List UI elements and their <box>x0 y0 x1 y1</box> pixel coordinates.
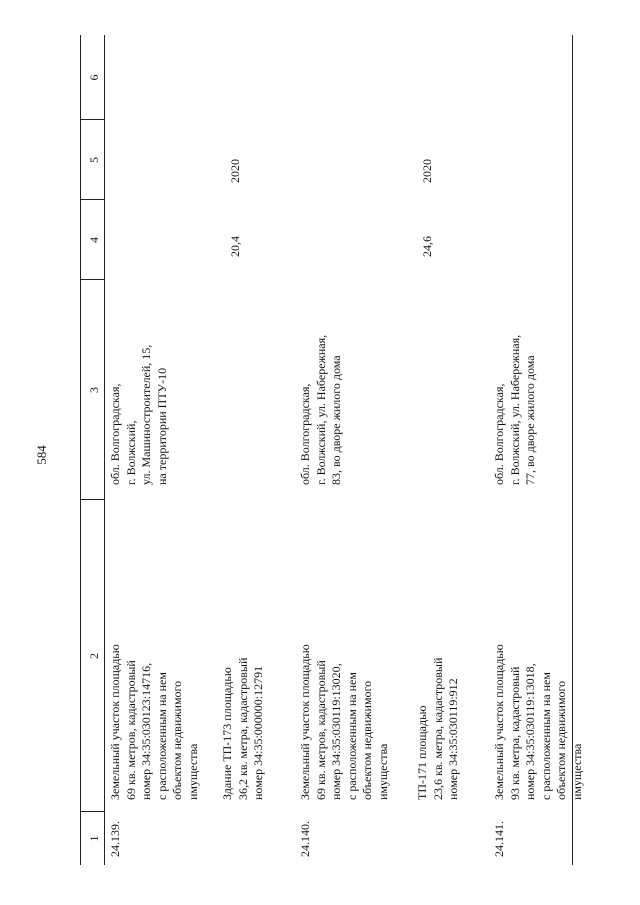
row-number: 24.141. <box>492 821 506 857</box>
object-description: Земельный участок площадью 69 кв. метров, кадастровый номер 34:35:030119:13020, с расположенным на нем объектом недвижимого имущества <box>298 644 390 800</box>
header-col-6: 6 <box>87 74 101 81</box>
object-description: Земельный участок площадью 93 кв. метра, кадастровый номер 34:35:030119:13018, с расположенным на нем объектом недвижимого имущества <box>492 644 584 800</box>
table-top-border <box>80 35 81 865</box>
header-col-2: 2 <box>87 653 101 659</box>
header-col-1: 1 <box>87 835 101 842</box>
object-description-secondary: ТП-171 площадью 23,6 кв. метра, кадастровый номер 34:35:030119:912 <box>415 657 460 800</box>
header-bottom-border <box>104 35 105 865</box>
header-col-4: 4 <box>87 237 101 243</box>
object-address: обл. Волгоградская, г. Волжский, ул. Машиностроителей, 15, на территории ПТУ-10 <box>108 344 169 485</box>
page-number: 584 <box>34 445 49 465</box>
object-description-secondary: Здание ТП-173 площадью 36,2 кв. метра, кадастровый номер 34:35:000000:12791 <box>220 657 265 800</box>
row-number: 24.139. <box>108 821 122 857</box>
year-value: 2020 <box>228 159 242 183</box>
object-description: Земельный участок площадью 69 кв. метров, кадастровый номер 34:35:030123:14716, с расположенным на нем объектом недвижимого имущества <box>108 644 200 800</box>
year-value: 2020 <box>420 159 434 183</box>
row-number: 24.140. <box>298 821 312 857</box>
area-value: 20,4 <box>228 236 242 257</box>
header-col-5: 5 <box>87 157 101 163</box>
object-address: обл. Волгоградская, г. Волжский, ул. Набережная, 83, во дворе жилого дома <box>298 334 343 485</box>
object-address: обл. Волгоградская, г. Волжский, ул. Набережная, 77, во дворе жилого дома <box>492 334 537 485</box>
area-value: 24,6 <box>420 236 434 257</box>
header-col-3: 3 <box>87 387 101 393</box>
